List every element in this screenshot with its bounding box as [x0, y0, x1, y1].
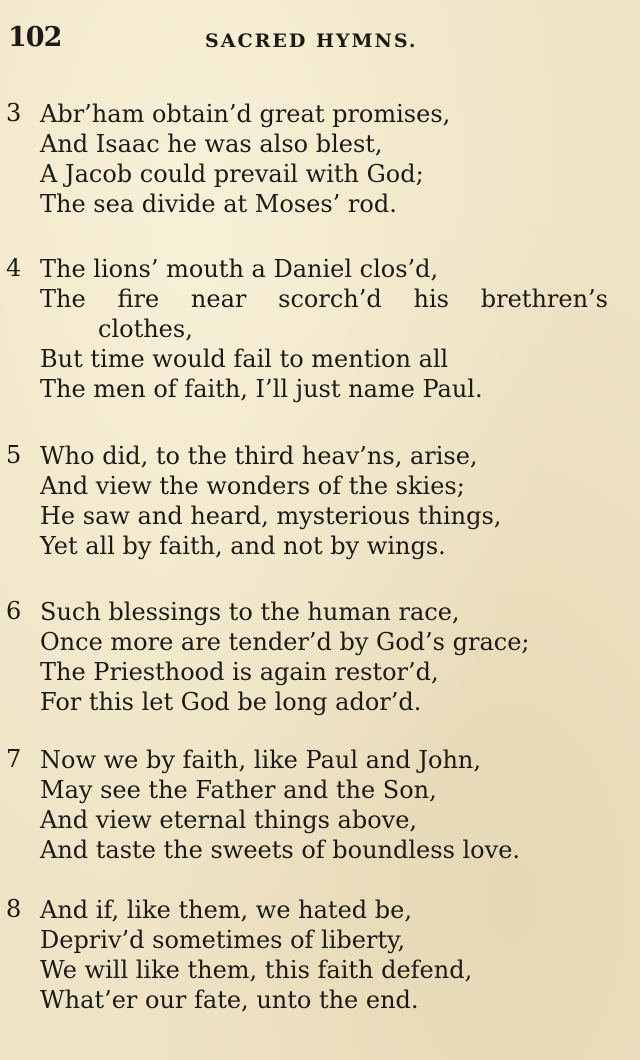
- verse-line: May see the Father and the Son,: [40, 776, 437, 804]
- verse-line: Once more are tender’d by God’s grace;: [40, 628, 530, 656]
- verse-line: The Priesthood is again restor’d,: [40, 658, 439, 686]
- verse-line: A Jacob could prevail with God;: [40, 160, 424, 188]
- verse-line: Such blessings to the human race,: [40, 598, 460, 626]
- verse-line: He saw and heard, mysterious things,: [40, 502, 502, 530]
- verse-number: 3: [6, 99, 22, 127]
- verse-number: 5: [6, 441, 22, 469]
- verse-line: But time would fail to mention all: [40, 345, 449, 373]
- verse-line: And if, like them, we hated be,: [40, 896, 412, 924]
- running-title: SACRED HYMNS.: [205, 30, 418, 52]
- verse-number: 7: [6, 745, 22, 773]
- verse-line: And Isaac he was also blest,: [40, 130, 383, 158]
- verse-line: The sea divide at Moses’ rod.: [40, 190, 397, 218]
- verse-line: What’er our fate, unto the end.: [40, 986, 419, 1014]
- verse-line: Abr’ham obtain’d great promises,: [40, 100, 451, 128]
- verse-line: Yet all by faith, and not by wings.: [40, 532, 446, 560]
- verse-line: We will like them, this faith defend,: [40, 956, 473, 984]
- verse-line: The lions’ mouth a Daniel clos’d,: [40, 255, 439, 283]
- verse-line: And view the wonders of the skies;: [40, 472, 465, 500]
- verse-line: And view eternal things above,: [40, 806, 418, 834]
- verse-number: 8: [6, 895, 22, 923]
- verse-line: For this let God be long ador’d.: [40, 688, 422, 716]
- verse-line: And taste the sweets of boundless love.: [40, 836, 521, 864]
- verse-line: Depriv’d sometimes of liberty,: [40, 926, 406, 954]
- verse-line: The men of faith, I’ll just name Paul.: [40, 375, 483, 403]
- verse-line: Now we by faith, like Paul and John,: [40, 746, 482, 774]
- verse-line: Who did, to the third heav’ns, arise,: [40, 442, 478, 470]
- verse-line-turnover: clothes,: [98, 315, 193, 343]
- page-number: 102: [8, 22, 62, 53]
- verse-line: The fire near scorch’d his brethren’s: [40, 285, 608, 313]
- verse-number: 6: [6, 597, 22, 625]
- verse-number: 4: [6, 254, 22, 282]
